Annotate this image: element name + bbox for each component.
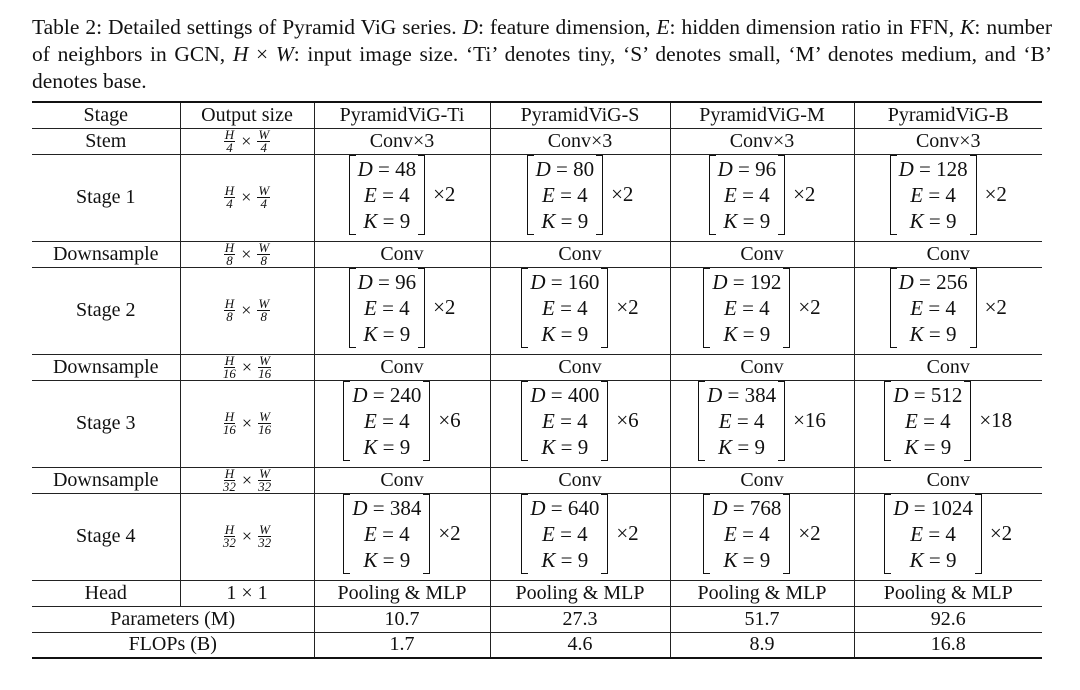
right-bracket [418, 155, 425, 235]
repeat-count: ×2 [611, 182, 634, 206]
block-cell [490, 154, 670, 241]
model-cell: Conv [670, 467, 854, 493]
matrix [884, 381, 971, 461]
repeat-count: ×2 [616, 295, 639, 319]
repeat-count: ×2 [793, 182, 816, 206]
matrix [703, 268, 790, 348]
repeat-count: ×2 [616, 521, 639, 545]
stage-row [32, 493, 1042, 580]
matrix-e: E = 4 [363, 521, 410, 546]
fraction: $\frac{H}{16}$ [222, 352, 236, 381]
matrix-e: E = 4 [904, 408, 951, 433]
fraction: $\frac{W}{16}$ [258, 409, 272, 437]
left-bracket [349, 268, 356, 348]
times-sign: × [241, 526, 253, 546]
matrix-k: K = 9 [541, 208, 589, 233]
block-cell [670, 267, 854, 354]
matrix-e: E = 4 [541, 182, 588, 207]
header-row [32, 102, 1042, 128]
footer-label: Parameters (M) [32, 606, 314, 632]
fraction: $\frac{H}{32}$ [222, 522, 236, 550]
footer-value: 10.7 [314, 606, 490, 632]
model-cell: Conv [314, 467, 490, 493]
matrix-d: D = 96 [717, 156, 777, 181]
block-cell [670, 380, 854, 467]
matrix [890, 155, 977, 235]
matrix-k: K = 9 [363, 321, 411, 346]
matrix [703, 494, 790, 574]
fraction: $\frac{W}{16}$ [258, 352, 272, 381]
header-pyramidvig-s: PyramidViG-S [490, 102, 670, 128]
repeat-count: ×2 [438, 521, 461, 545]
matrix-e: E = 4 [910, 521, 956, 546]
block-cell [854, 154, 1042, 241]
stage-label: Downsample [32, 354, 180, 380]
right-bracket [601, 268, 608, 348]
footer-value: 92.6 [854, 606, 1042, 632]
repeat-count: ×6 [438, 408, 461, 432]
matrix-e: E = 4 [541, 295, 588, 320]
matrix-k: K = 9 [363, 547, 411, 572]
model-cell: Pooling & MLP [670, 580, 854, 606]
stage-label: Stage 2 [32, 267, 180, 354]
repeat-count: ×2 [798, 521, 821, 545]
left-bracket [527, 155, 534, 235]
output-size [180, 154, 314, 241]
caption-symbol-k: K [960, 15, 975, 39]
matrix-d: D = 256 [898, 269, 968, 294]
model-cell: Conv×3 [490, 128, 670, 154]
stage-label: Stem [32, 128, 180, 154]
right-bracket [778, 155, 785, 235]
right-bracket [601, 381, 608, 461]
header-stage: Stage [32, 102, 180, 128]
caption-symbol-e: E [656, 15, 670, 39]
repeat-count: ×16 [793, 408, 826, 432]
footer-value: 16.8 [854, 632, 1042, 658]
repeat-count: ×2 [433, 182, 456, 206]
fraction: $\frac{W}{8}$ [258, 296, 270, 324]
matrix-k: K = 9 [723, 208, 771, 233]
model-cell: Conv×3 [670, 128, 854, 154]
caption-symbol-h: H [232, 42, 249, 66]
stage-label: Stage 4 [32, 493, 180, 580]
matrix-k: K = 9 [904, 434, 952, 459]
left-bracket [343, 494, 350, 574]
model-cell: Conv×3 [854, 128, 1042, 154]
stage-label: Downsample [32, 467, 180, 493]
matrix [521, 494, 608, 574]
matrix-e: E = 4 [723, 521, 770, 546]
left-bracket [703, 268, 710, 348]
fraction: $\frac{H}{16}$ [222, 409, 236, 437]
fraction: $\frac{H}{32}$ [222, 465, 236, 494]
matrix-d: D = 48 [357, 156, 417, 181]
matrix-k: K = 9 [363, 208, 411, 233]
times-sign: × [241, 469, 253, 490]
matrix-k: K = 9 [723, 321, 771, 346]
times-sign: × [241, 356, 253, 377]
left-bracket [521, 381, 528, 461]
matrix-k: K = 9 [363, 434, 411, 459]
left-bracket [349, 155, 356, 235]
left-bracket [890, 155, 897, 235]
left-bracket [709, 155, 716, 235]
stage-row [32, 154, 1042, 241]
matrix [521, 268, 608, 348]
caption-text: : feature dimension, [478, 15, 657, 39]
block-cell [314, 493, 490, 580]
matrix-e: E = 4 [723, 295, 770, 320]
matrix-e: E = 4 [910, 295, 956, 320]
caption-text: : hidden dimension ratio in FFN, [669, 15, 961, 39]
right-bracket [970, 155, 977, 235]
model-cell: Conv [314, 241, 490, 267]
matrix-d: D = 160 [530, 269, 600, 294]
right-bracket [423, 494, 430, 574]
matrix [343, 381, 430, 461]
matrix [709, 155, 786, 235]
matrix-e: E = 4 [718, 408, 765, 433]
matrix [349, 155, 426, 235]
left-bracket [890, 268, 897, 348]
repeat-count: ×18 [979, 408, 1013, 432]
model-cell: Conv [670, 241, 854, 267]
matrix-e: E = 4 [723, 182, 770, 207]
footer-value: 1.7 [314, 632, 490, 658]
block-cell [314, 154, 490, 241]
caption-text: : input image size. ‘Ti’ denotes tiny, ‘S’ denotes small, ‘M’ denotes medium, and ‘B’ denotes base. [32, 42, 1053, 93]
header-output-size: Output size [180, 102, 314, 128]
left-bracket [698, 381, 705, 461]
right-bracket [975, 494, 982, 574]
output-size [180, 354, 314, 380]
matrix [890, 268, 977, 348]
footer-value: 27.3 [490, 606, 670, 632]
fraction: $\frac{W}{32}$ [258, 522, 272, 550]
right-bracket [778, 381, 785, 461]
matrix [521, 381, 608, 461]
repeat-count: ×2 [989, 521, 1013, 545]
model-cell: Pooling & MLP [854, 580, 1042, 606]
matrix-k: K = 9 [541, 321, 589, 346]
output-size [180, 467, 314, 493]
repeat-count: ×2 [433, 295, 456, 319]
caption-text: Table 2: Detailed settings of Pyramid ViG series. [32, 15, 463, 39]
model-cell: Conv [670, 354, 854, 380]
matrix-k: K = 9 [909, 208, 957, 233]
stage-label: Head [32, 580, 180, 606]
footer-label: FLOPs (B) [32, 632, 314, 658]
matrix-e: E = 4 [541, 408, 588, 433]
model-cell: Conv [490, 354, 670, 380]
block-cell [490, 493, 670, 580]
left-bracket [521, 494, 528, 574]
model-cell: Conv [854, 467, 1042, 493]
times-sign: × [241, 243, 252, 264]
left-bracket [884, 494, 891, 574]
right-bracket [418, 268, 425, 348]
model-cell: Pooling & MLP [490, 580, 670, 606]
caption-symbol-d: D [462, 15, 479, 39]
matrix-d: D = 384 [352, 495, 422, 520]
output-size [180, 128, 314, 154]
right-bracket [423, 381, 430, 461]
block-cell [314, 267, 490, 354]
matrix-k: K = 9 [541, 434, 589, 459]
output-size [180, 380, 314, 467]
stage-label: Stage 3 [32, 380, 180, 467]
model-cell: Conv×3 [314, 128, 490, 154]
model-cell: Conv [854, 354, 1042, 380]
right-bracket [783, 268, 790, 348]
fraction: $\frac{H}{4}$ [224, 126, 235, 155]
matrix-d: D = 768 [712, 495, 782, 520]
block-cell [490, 380, 670, 467]
block-cell [854, 380, 1042, 467]
right-bracket [783, 494, 790, 574]
footer-value: 4.6 [490, 632, 670, 658]
header-pyramidvig-ti: PyramidViG-Ti [314, 102, 490, 128]
simple-row [32, 467, 1042, 493]
matrix-e: E = 4 [363, 182, 410, 207]
fraction: $\frac{H}{8}$ [224, 296, 235, 324]
fraction: $\frac{H}{8}$ [224, 239, 235, 268]
matrix-d: D = 240 [352, 382, 422, 407]
matrix-d: D = 96 [357, 269, 417, 294]
simple-row [32, 241, 1042, 267]
matrix-e: E = 4 [541, 521, 588, 546]
fraction: $\frac{W}{32}$ [258, 465, 272, 494]
left-bracket [343, 381, 350, 461]
matrix-d: D = 384 [707, 382, 777, 407]
matrix-e: E = 4 [910, 182, 956, 207]
fraction: $\frac{W}{4}$ [258, 126, 270, 155]
matrix-d: D = 640 [530, 495, 600, 520]
simple-row [32, 354, 1042, 380]
left-bracket [703, 494, 710, 574]
block-cell [490, 267, 670, 354]
matrix [698, 381, 785, 461]
footer-row [32, 632, 1042, 658]
matrix [349, 268, 426, 348]
matrix-d: D = 400 [530, 382, 600, 407]
right-bracket [601, 494, 608, 574]
matrix-d: D = 80 [535, 156, 595, 181]
footer-row [32, 606, 1042, 632]
matrix-d: D = 1024 [893, 495, 973, 520]
fraction: $\frac{W}{4}$ [258, 183, 270, 211]
matrix-d: D = 128 [898, 156, 968, 181]
right-bracket [964, 381, 971, 461]
matrix-k: K = 9 [909, 547, 957, 572]
model-cell: Conv [854, 241, 1042, 267]
times-sign: × [241, 187, 252, 207]
block-cell [670, 493, 854, 580]
footer-value: 8.9 [670, 632, 854, 658]
matrix-k: K = 9 [541, 547, 589, 572]
times-sign: × [241, 300, 252, 320]
model-cell: Conv [490, 467, 670, 493]
model-cell: Pooling & MLP [314, 580, 490, 606]
repeat-count: ×2 [798, 295, 821, 319]
matrix-e: E = 4 [363, 295, 410, 320]
header-pyramidvig-m: PyramidViG-M [670, 102, 854, 128]
matrix-k: K = 9 [723, 547, 771, 572]
output-size [180, 267, 314, 354]
repeat-count: ×2 [984, 182, 1007, 206]
matrix [527, 155, 604, 235]
stage-row [32, 380, 1042, 467]
fraction: $\frac{H}{4}$ [224, 183, 235, 211]
stage-label: Downsample [32, 241, 180, 267]
matrix-d: D = 192 [712, 269, 782, 294]
matrix-d: D = 512 [893, 382, 963, 407]
footer-value: 51.7 [670, 606, 854, 632]
settings-table [32, 101, 1042, 659]
repeat-count: ×2 [984, 295, 1007, 319]
output-size [180, 241, 314, 267]
block-cell [854, 493, 1042, 580]
left-bracket [884, 381, 891, 461]
times-sign: × [241, 413, 253, 433]
model-cell: Conv [314, 354, 490, 380]
block-cell [670, 154, 854, 241]
matrix-k: K = 9 [718, 434, 765, 459]
stage-label: Stage 1 [32, 154, 180, 241]
block-cell [854, 267, 1042, 354]
left-bracket [521, 268, 528, 348]
caption-times: × [256, 42, 269, 66]
right-bracket [596, 155, 603, 235]
matrix [884, 494, 982, 574]
simple-row [32, 580, 1042, 606]
matrix [343, 494, 430, 574]
repeat-count: ×6 [616, 408, 639, 432]
times-sign: × [241, 130, 252, 151]
output-size [180, 493, 314, 580]
table-caption [32, 14, 1052, 95]
header-pyramidvig-b: PyramidViG-B [854, 102, 1042, 128]
right-bracket [970, 268, 977, 348]
caption-symbol-w: W [275, 42, 294, 66]
fraction: $\frac{W}{8}$ [258, 239, 270, 268]
matrix-e: E = 4 [363, 408, 410, 433]
caption-text: : number of neighbors in GCN, [32, 15, 1052, 66]
matrix-k: K = 9 [909, 321, 957, 346]
model-cell: Conv [490, 241, 670, 267]
block-cell [314, 380, 490, 467]
output-size: 1 × 1 [180, 580, 314, 606]
simple-row [32, 128, 1042, 154]
stage-row [32, 267, 1042, 354]
